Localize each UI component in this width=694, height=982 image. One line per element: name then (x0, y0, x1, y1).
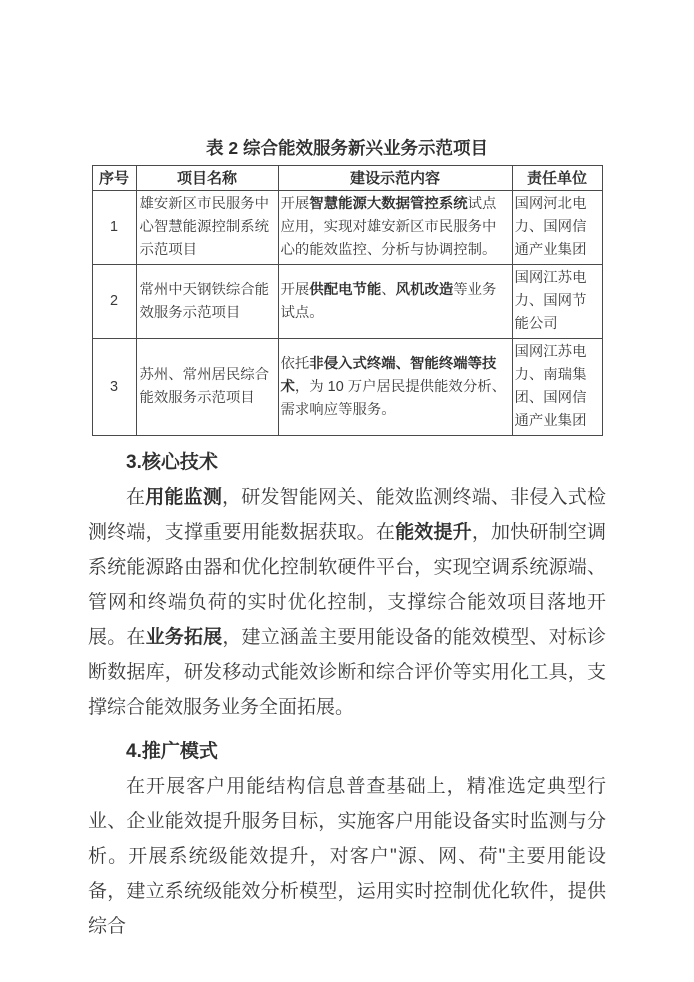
cell-responsible-unit: 国网河北电力、国网信通产业集团 (512, 191, 602, 265)
projects-table (92, 165, 603, 436)
section-promotion-model (88, 734, 606, 944)
section-heading-promotion-model: 4.推广模式 (126, 741, 218, 762)
cell-demo-content: 开展供配电节能、风机改造等业务试点。 (278, 265, 512, 339)
cell-demo-content: 开展智慧能源大数据管控系统试点应用，实现对雄安新区市民服务中心的能效监控、分析与协调控制。 (278, 191, 512, 265)
cell-project-name: 雄安新区市民服务中心智慧能源控制系统示范项目 (136, 191, 278, 265)
col-header-demo-content: 建设示范内容 (278, 166, 512, 191)
col-header-responsible-unit: 责任单位 (512, 166, 602, 191)
section-paragraph-promotion-model: 在开展客户用能结构信息普查基础上，精准选定典型行业、企业能效提升服务目标，实施客户用能设备实时监测与分析。开展系统级能效提升，对客户"源、网、荷"主要用能设备，建立系统级能效分析模型，运用实时控制优化软件，提供综合 (88, 776, 606, 937)
col-header-project-name: 项目名称 (136, 166, 278, 191)
section-paragraph-core-technology: 在用能监测，研发智能网关、能效监测终端、非侵入式检测终端，支撑重要用能数据获取。在能效提升，加快研制空调系统能源路由器和优化控制软硬件平台，实现空调系统源端、管网和终端负荷的实时优化控制，支撑综合能效项目落地开展。在业务拓展，建立涵盖主要用能设备的能效模型、对标诊断数据库，研发移动式能效诊断和综合评价等实用化工具，支撑综合能效服务业务全面拓展。 (88, 487, 606, 718)
table-header-row (92, 166, 602, 191)
table-row (92, 191, 602, 265)
table-row (92, 265, 602, 339)
cell-demo-content: 依托非侵入式终端、智能终端等技术，为 10 万户居民提供能效分析、需求响应等服务。 (278, 339, 512, 436)
col-header-serial-no: 序号 (92, 166, 136, 191)
cell-responsible-unit: 国网江苏电力、国网节能公司 (512, 265, 602, 339)
table-caption: 表 2 综合能效服务新兴业务示范项目 (206, 138, 488, 158)
section-heading-core-technology: 3.核心技术 (126, 452, 218, 473)
cell-responsible-unit: 国网江苏电力、南瑞集团、国网信通产业集团 (512, 339, 602, 436)
cell-serial-no: 1 (92, 191, 136, 265)
cell-serial-no: 2 (92, 265, 136, 339)
cell-project-name: 苏州、常州居民综合能效服务示范项目 (136, 339, 278, 436)
table-row (92, 339, 602, 436)
section-core-technology (88, 445, 606, 725)
cell-serial-no: 3 (92, 339, 136, 436)
cell-project-name: 常州中天钢铁综合能效服务示范项目 (136, 265, 278, 339)
